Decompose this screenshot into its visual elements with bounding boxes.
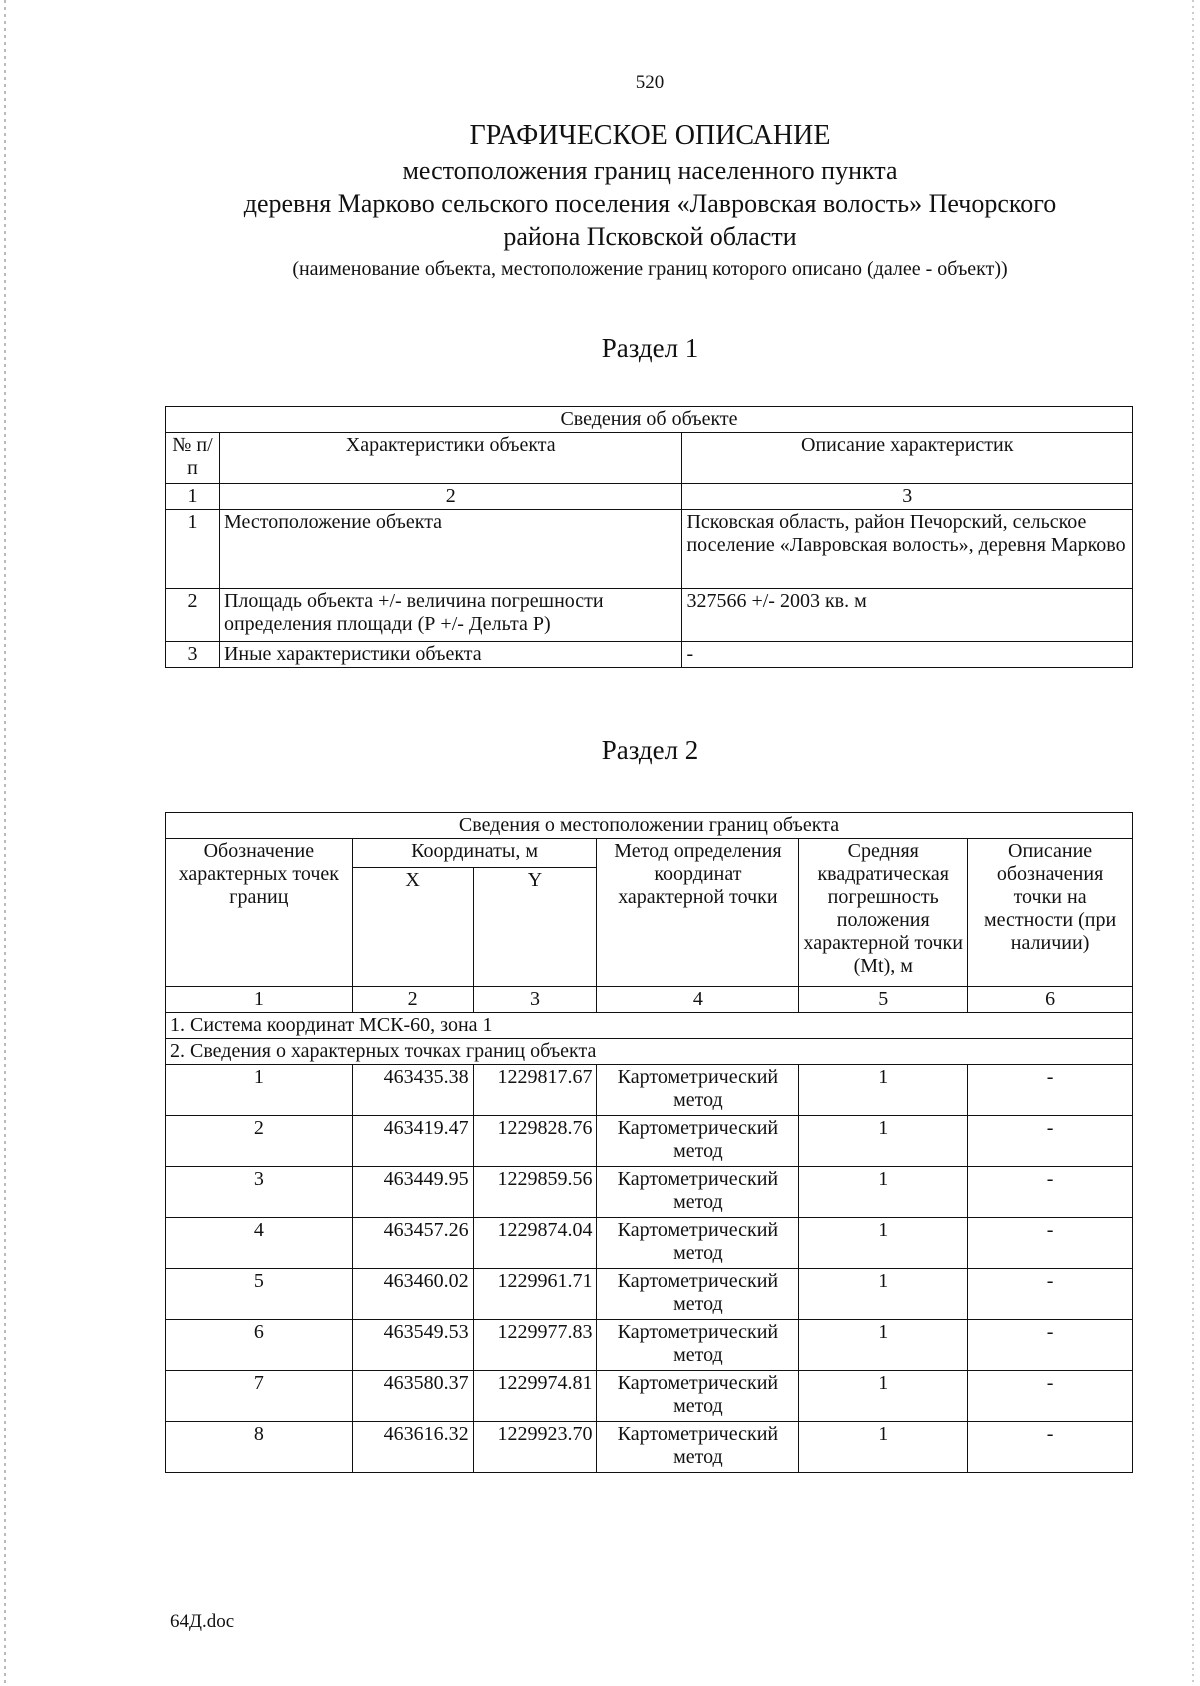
header-num: № п/п <box>166 433 220 484</box>
table-caption: Сведения о местоположении границ объекта <box>166 813 1133 839</box>
header-desc: Описание обозначения точки на местности (при наличии) <box>968 839 1133 987</box>
title-subtitle: (наименование объекта, местоположение границ которого описано (далее - объект)) <box>292 258 1008 280</box>
row-num: 1 <box>166 510 220 589</box>
method: Картометрический метод <box>597 1269 799 1320</box>
mt-value: 1 <box>799 1422 968 1473</box>
table-row <box>166 1218 1133 1269</box>
coord-y: 1229874.04 <box>473 1218 597 1269</box>
coord-y: 1229859.56 <box>473 1167 597 1218</box>
header-method: Метод определения координат характерной точки <box>597 839 799 987</box>
row-num: 2 <box>166 589 220 642</box>
table-row <box>166 642 1133 668</box>
header-points: Обозначение характерных точек границ <box>166 839 353 987</box>
table-row <box>166 1371 1133 1422</box>
method: Картометрический метод <box>597 1167 799 1218</box>
method: Картометрический метод <box>597 1320 799 1371</box>
col-number: 5 <box>799 987 968 1013</box>
method: Картометрический метод <box>597 1065 799 1116</box>
row-description: 327566 +/- 2003 кв. м <box>682 589 1133 642</box>
title-line-2: деревня Марково сельского поселения «Лавровская волость» Печорского <box>243 189 1057 218</box>
header-y: Y <box>473 868 597 987</box>
coord-y: 1229817.67 <box>473 1065 597 1116</box>
table-caption: Сведения об объекте <box>166 407 1133 433</box>
method: Картометрический метод <box>597 1218 799 1269</box>
row-characteristic: Площадь объекта +/- величина погрешности определения площади (Р +/- Дельта Р) <box>219 589 682 642</box>
table-row <box>166 1320 1133 1371</box>
coord-y: 1229923.70 <box>473 1422 597 1473</box>
table-row <box>166 589 1133 642</box>
mt-value: 1 <box>799 1269 968 1320</box>
coord-y: 1229974.81 <box>473 1371 597 1422</box>
method: Картометрический метод <box>597 1116 799 1167</box>
title-line-3: района Псковской области <box>503 222 797 251</box>
row-characteristic: Местоположение объекта <box>219 510 682 589</box>
col-number: 1 <box>166 987 353 1013</box>
col-number: 3 <box>473 987 597 1013</box>
table-row <box>166 1065 1133 1116</box>
col-number: 2 <box>219 484 682 510</box>
point-id: 8 <box>166 1422 353 1473</box>
row-description: - <box>682 642 1133 668</box>
method: Картометрический метод <box>597 1371 799 1422</box>
header-error: Средняя квадратическая погрешность положения характерной точки (Mt), м <box>799 839 968 987</box>
point-desc: - <box>968 1371 1133 1422</box>
coord-x: 463449.95 <box>352 1167 473 1218</box>
mt-value: 1 <box>799 1167 968 1218</box>
header-description: Описание характеристик <box>682 433 1133 484</box>
point-id: 6 <box>166 1320 353 1371</box>
coord-x: 463419.47 <box>352 1116 473 1167</box>
point-id: 2 <box>166 1116 353 1167</box>
point-desc: - <box>968 1422 1133 1473</box>
point-desc: - <box>968 1167 1133 1218</box>
points-info-row: 2. Сведения о характерных точках границ объекта <box>166 1039 1133 1065</box>
point-desc: - <box>968 1065 1133 1116</box>
coord-x: 463549.53 <box>352 1320 473 1371</box>
table-row <box>166 1269 1133 1320</box>
mt-value: 1 <box>799 1320 968 1371</box>
row-characteristic: Иные характеристики объекта <box>219 642 682 668</box>
footer-filename: 64Д.doc <box>170 1611 235 1632</box>
boundary-points-table <box>165 812 1133 1473</box>
coord-y: 1229828.76 <box>473 1116 597 1167</box>
col-number: 1 <box>166 484 220 510</box>
page-number: 520 <box>635 72 665 93</box>
coord-x: 463457.26 <box>352 1218 473 1269</box>
mt-value: 1 <box>799 1371 968 1422</box>
row-description: Псковская область, район Печорский, сельское поселение «Лавровская волость», деревня Марково <box>682 510 1133 589</box>
coord-x: 463580.37 <box>352 1371 473 1422</box>
col-number: 4 <box>597 987 799 1013</box>
point-desc: - <box>968 1116 1133 1167</box>
table-row <box>166 1116 1133 1167</box>
document-title <box>0 118 1200 283</box>
title-line-1: местоположения границ населенного пункта <box>402 156 898 185</box>
coord-x: 463435.38 <box>352 1065 473 1116</box>
header-coords: Координаты, м <box>352 839 597 868</box>
coord-x: 463616.32 <box>352 1422 473 1473</box>
title-main: ГРАФИЧЕСКОЕ ОПИСАНИЕ <box>469 120 831 151</box>
section-1-title: Раздел 1 <box>601 333 699 363</box>
mt-value: 1 <box>799 1065 968 1116</box>
col-number: 2 <box>352 987 473 1013</box>
point-id: 3 <box>166 1167 353 1218</box>
table-row <box>166 1422 1133 1473</box>
table-row <box>166 1167 1133 1218</box>
point-desc: - <box>968 1269 1133 1320</box>
point-id: 4 <box>166 1218 353 1269</box>
point-desc: - <box>968 1320 1133 1371</box>
coord-x: 463460.02 <box>352 1269 473 1320</box>
header-x: X <box>352 868 473 987</box>
coordinate-system-row: 1. Система координат МСК-60, зона 1 <box>166 1013 1133 1039</box>
row-num: 3 <box>166 642 220 668</box>
mt-value: 1 <box>799 1116 968 1167</box>
point-id: 1 <box>166 1065 353 1116</box>
header-characteristics: Характеристики объекта <box>219 433 682 484</box>
coord-y: 1229977.83 <box>473 1320 597 1371</box>
coord-y: 1229961.71 <box>473 1269 597 1320</box>
mt-value: 1 <box>799 1218 968 1269</box>
point-id: 5 <box>166 1269 353 1320</box>
table-row <box>166 510 1133 589</box>
method: Картометрический метод <box>597 1422 799 1473</box>
point-desc: - <box>968 1218 1133 1269</box>
object-info-table <box>165 406 1133 668</box>
col-number: 3 <box>682 484 1133 510</box>
point-id: 7 <box>166 1371 353 1422</box>
section-2-title: Раздел 2 <box>601 735 699 765</box>
col-number: 6 <box>968 987 1133 1013</box>
